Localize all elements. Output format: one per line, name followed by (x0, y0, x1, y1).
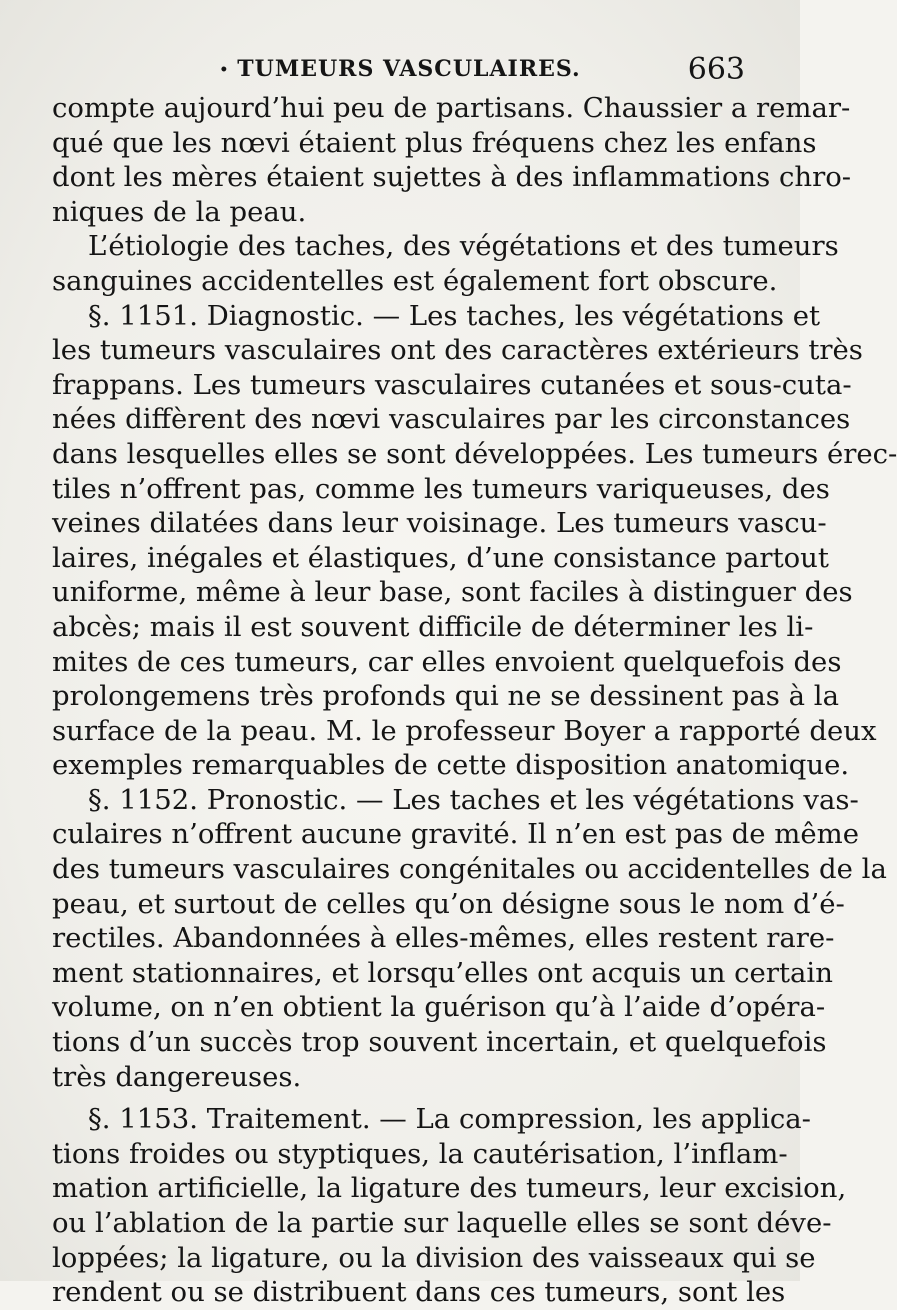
text-line: tiles n’offrent pas, comme les tumeurs variqueuses, des (52, 472, 830, 505)
text-line: tions d’un succès trop souvent incertain, et quelquefois (52, 1026, 827, 1059)
text-line: laires, inégales et élastiques, d’une consistance partout (52, 541, 829, 574)
text-line: frappans. Les tumeurs vasculaires cutanées et sous-cuta- (52, 368, 852, 401)
text-line: rendent ou se distribuent dans ces tumeurs, sont les (52, 1276, 786, 1309)
running-head (55, 52, 745, 88)
text-line: qué que les nœvi étaient plus fréquens chez les enfans (52, 126, 817, 159)
text-line: dont les mères étaient sujettes à des inflammations chro- (52, 161, 852, 194)
text-line: sanguines accidentelles est également fort obscure. (52, 264, 778, 297)
text-line: culaires n’offrent aucune gravité. Il n’en est pas de même (52, 818, 860, 851)
text-line: uniforme, même à leur base, sont faciles à distinguer des (52, 576, 853, 609)
text-line: très dangereuses. (52, 1060, 302, 1093)
text-line: abcès; mais il est souvent difficile de déterminer les li- (52, 610, 814, 643)
text-line: L’étiologie des taches, des végétations et des tumeurs (88, 230, 839, 263)
text-line: rectiles. Abandonnées à elles-mêmes, elles restent rare- (52, 922, 835, 955)
section-heading-line: §. 1152. Pronostic. — Les taches et les végétations vas- (88, 783, 859, 816)
text-line: surface de la peau. M. le professeur Boyer a rapporté deux (52, 714, 877, 747)
text-line: nées diffèrent des nœvi vasculaires par les circonstances (52, 403, 851, 436)
text-line: peau, et surtout de celles qu’on désigne sous le nom d’é- (52, 887, 845, 920)
text-line: ou l’ablation de la partie sur laquelle elles se sont déve- (52, 1207, 832, 1239)
text-line: prolongemens très profonds qui ne se dessinent pas à la (52, 680, 839, 713)
text-line: des tumeurs vasculaires congénitales ou accidentelles de la (52, 853, 887, 886)
text-line: mites de ces tumeurs, car elles envoient quelquefois des (52, 645, 842, 678)
text-line: dans lesquelles elles se sont développées. Les tumeurs érec- (52, 437, 897, 470)
text-line: volume, on n’en obtient la guérison qu’à l’aide d’opéra- (52, 991, 826, 1024)
section-heading-line: §. 1153. Traitement. — La compression, les applica- (88, 1103, 811, 1136)
page-number: 663 (687, 52, 745, 87)
text-line: exemples remarquables de cette disposition anatomique. (52, 749, 850, 782)
text-line: ment stationnaires, et lorsqu’elles ont acquis un certain (52, 956, 833, 989)
text-line: niques de la peau. (52, 195, 307, 228)
text-line: veines dilatées dans leur voisinage. Les tumeurs vascu- (52, 507, 827, 540)
text-line: mation artificielle, la ligature des tumeurs, leur excision, (52, 1172, 847, 1205)
text-line: les tumeurs vasculaires ont des caractères extérieurs très (52, 334, 863, 367)
text-line: compte aujourd’hui peu de partisans. Chaussier a remar- (52, 92, 851, 124)
text-line: loppées; la ligature, ou la division des vaisseaux qui se (52, 1241, 816, 1274)
text-line: tions froides ou styptiques, la cautérisation, l’inflam- (52, 1137, 788, 1170)
running-title: • TUMEURS VASCULAIRES. (55, 56, 745, 82)
section-heading-line: §. 1151. Diagnostic. — Les taches, les végétations et (88, 299, 821, 332)
body-text (52, 91, 897, 1310)
